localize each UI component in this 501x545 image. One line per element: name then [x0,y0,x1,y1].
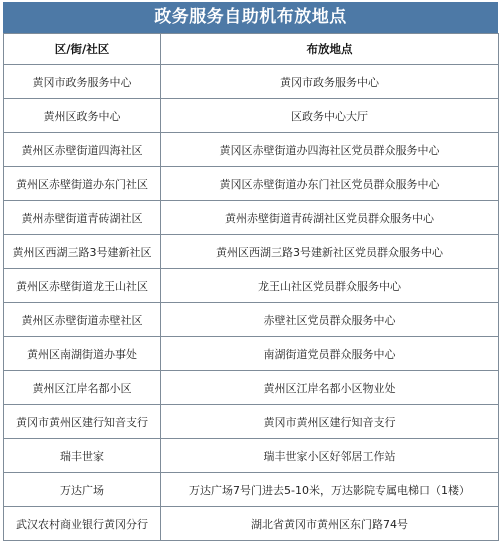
table-row [4,133,499,167]
cell-location: 黄州区江岸名都小区物业处 [161,371,499,405]
table-row [4,439,499,473]
cell-location: 黄州赤壁街道青砖湖社区党员群众服务中心 [161,201,499,235]
cell-location: 黄州区西湖三路3号建新社区党员群众服务中心 [161,235,499,269]
cell-location: 黄冈市政务服务中心 [161,65,499,99]
cell-area: 黄州区赤壁街道办东门社区 [4,167,161,201]
cell-location: 黄冈区赤壁街道办四海社区党员群众服务中心 [161,133,499,167]
locations-table [3,33,499,541]
table-row [4,337,499,371]
cell-area: 黄州区江岸名都小区 [4,371,161,405]
table-row [4,201,499,235]
cell-area: 黄冈市政务服务中心 [4,65,161,99]
cell-area: 黄州区政务中心 [4,99,161,133]
cell-area: 黄州区赤壁街道四海社区 [4,133,161,167]
cell-location: 湖北省黄冈市黄州区东门路74号 [161,507,499,541]
cell-location: 黄冈市黄州区建行知音支行 [161,405,499,439]
cell-area: 武汉农村商业银行黄冈分行 [4,507,161,541]
header-area: 区/街/社区 [4,34,161,65]
table-header-row [4,34,499,65]
cell-area: 黄州区西湖三路3号建新社区 [4,235,161,269]
table-title: 政务服务自助机布放地点 [3,2,498,33]
cell-location: 赤壁社区党员群众服务中心 [161,303,499,337]
table-row [4,507,499,541]
table-row [4,303,499,337]
cell-area: 黄冈市黄州区建行知音支行 [4,405,161,439]
cell-area: 黄州区赤壁街道赤壁社区 [4,303,161,337]
cell-area: 黄州区南湖街道办事处 [4,337,161,371]
table-row [4,269,499,303]
cell-location: 龙王山社区党员群众服务中心 [161,269,499,303]
table-row [4,99,499,133]
cell-location: 南湖街道党员群众服务中心 [161,337,499,371]
table-row [4,371,499,405]
cell-area: 万达广场 [4,473,161,507]
cell-area: 黄州赤壁街道青砖湖社区 [4,201,161,235]
table-row [4,405,499,439]
cell-location: 瑞丰世家小区好邻居工作站 [161,439,499,473]
cell-location: 黄冈区赤壁街道办东门社区党员群众服务中心 [161,167,499,201]
cell-location: 万达广场7号门进去5-10米，万达影院专属电梯口（1楼） [161,473,499,507]
cell-location: 区政务中心大厅 [161,99,499,133]
header-location: 布放地点 [161,34,499,65]
cell-area: 黄州区赤壁街道龙王山社区 [4,269,161,303]
cell-area: 瑞丰世家 [4,439,161,473]
table-row [4,65,499,99]
table-row [4,235,499,269]
table-row [4,473,499,507]
table-row [4,167,499,201]
